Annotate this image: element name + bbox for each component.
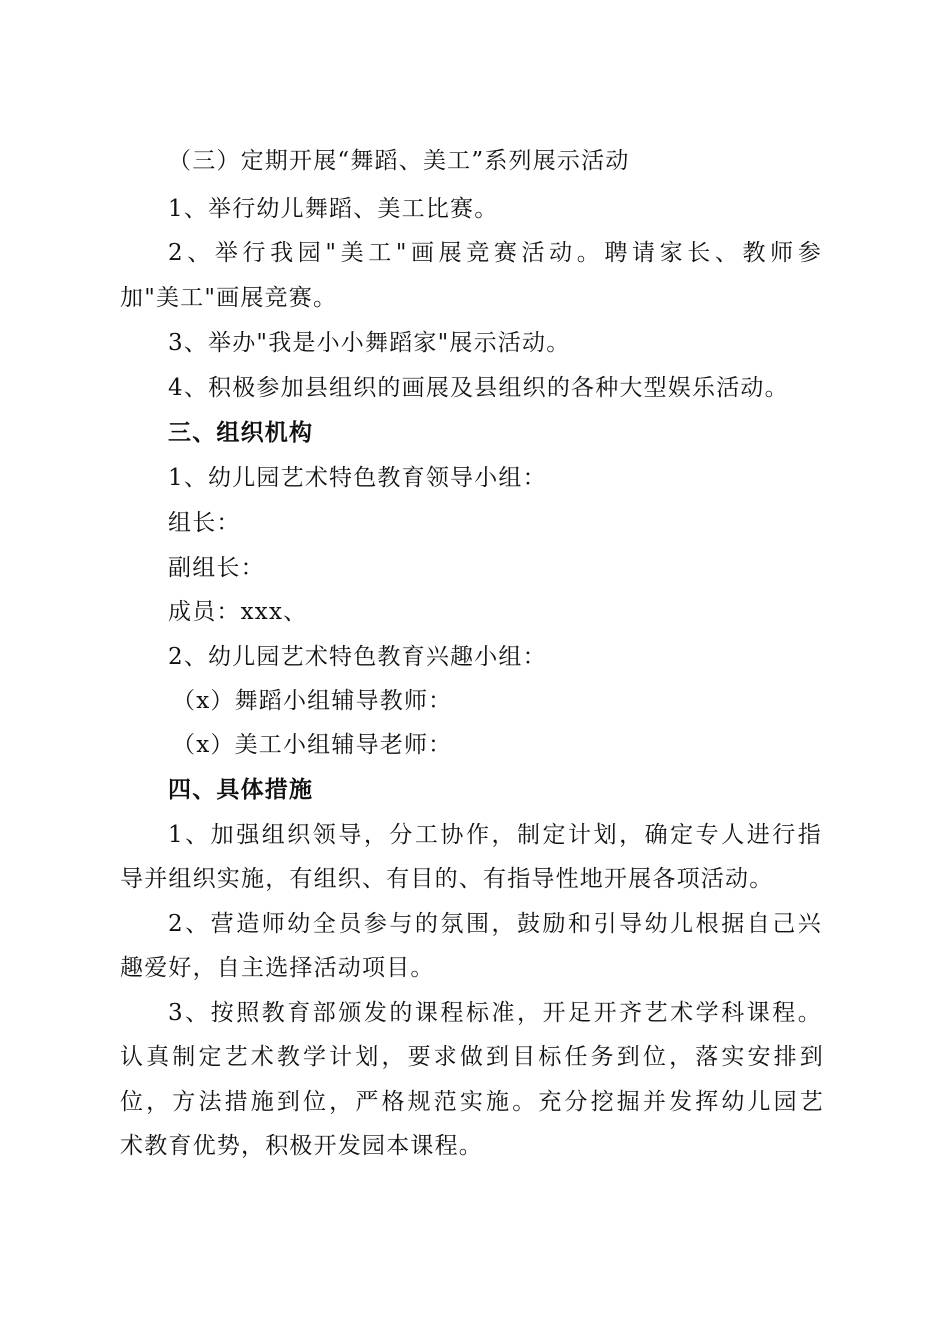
paragraph-line: 副组长：: [168, 555, 265, 581]
paragraph-line: 位，方法措施到位，严格规范实施。充分挖掘并发挥幼儿园艺: [120, 1089, 824, 1115]
paragraph-line: 4、积极参加县组织的画展及县组织的各种大型娱乐活动。: [168, 375, 789, 401]
paragraph-line: （x）舞蹈小组辅导教师：: [172, 688, 453, 714]
paragraph-line: 2、举行我园"美工"画展竞赛活动。聘请家长、教师参: [168, 240, 822, 266]
paragraph-line: 1、举行幼儿舞蹈、美工比赛。: [168, 196, 499, 222]
paragraph-line: 组长：: [168, 510, 241, 536]
paragraph-line: 导并组织实施，有组织、有目的、有指导性地开展各项活动。: [120, 866, 774, 892]
paragraph-line: 成员：xxx、: [168, 599, 308, 625]
paragraph-line: 术教育优势，积极开发园本课程。: [120, 1133, 483, 1159]
paragraph-line: 3、举办"我是小小舞蹈家"展示活动。: [168, 330, 571, 356]
paragraph-line: 加"美工"画展竞赛。: [120, 285, 338, 311]
paragraph-line: 2、营造师幼全员参与的氛围，鼓励和引导幼儿根据自己兴: [168, 911, 822, 937]
subsection-title: （三）定期开展“舞蹈、美工”系列展示活动: [168, 148, 630, 174]
paragraph-line: 1、加强组织领导，分工协作，制定计划，确定专人进行指: [168, 822, 822, 848]
section-heading: 三、组织机构: [168, 419, 314, 446]
section-heading: 四、具体措施: [168, 776, 314, 803]
paragraph-line: 1、幼儿园艺术特色教育领导小组：: [168, 465, 547, 491]
paragraph-line: （x）美工小组辅导老师：: [172, 732, 453, 758]
paragraph-line: 2、幼儿园艺术特色教育兴趣小组：: [168, 644, 547, 670]
paragraph-line: 认真制定艺术教学计划，要求做到目标任务到位，落实安排到: [120, 1044, 824, 1070]
paragraph-line: 3、按照教育部颁发的课程标准，开足开齐艺术学科课程。: [168, 1000, 822, 1026]
paragraph-line: 趣爱好，自主选择活动项目。: [120, 955, 435, 981]
